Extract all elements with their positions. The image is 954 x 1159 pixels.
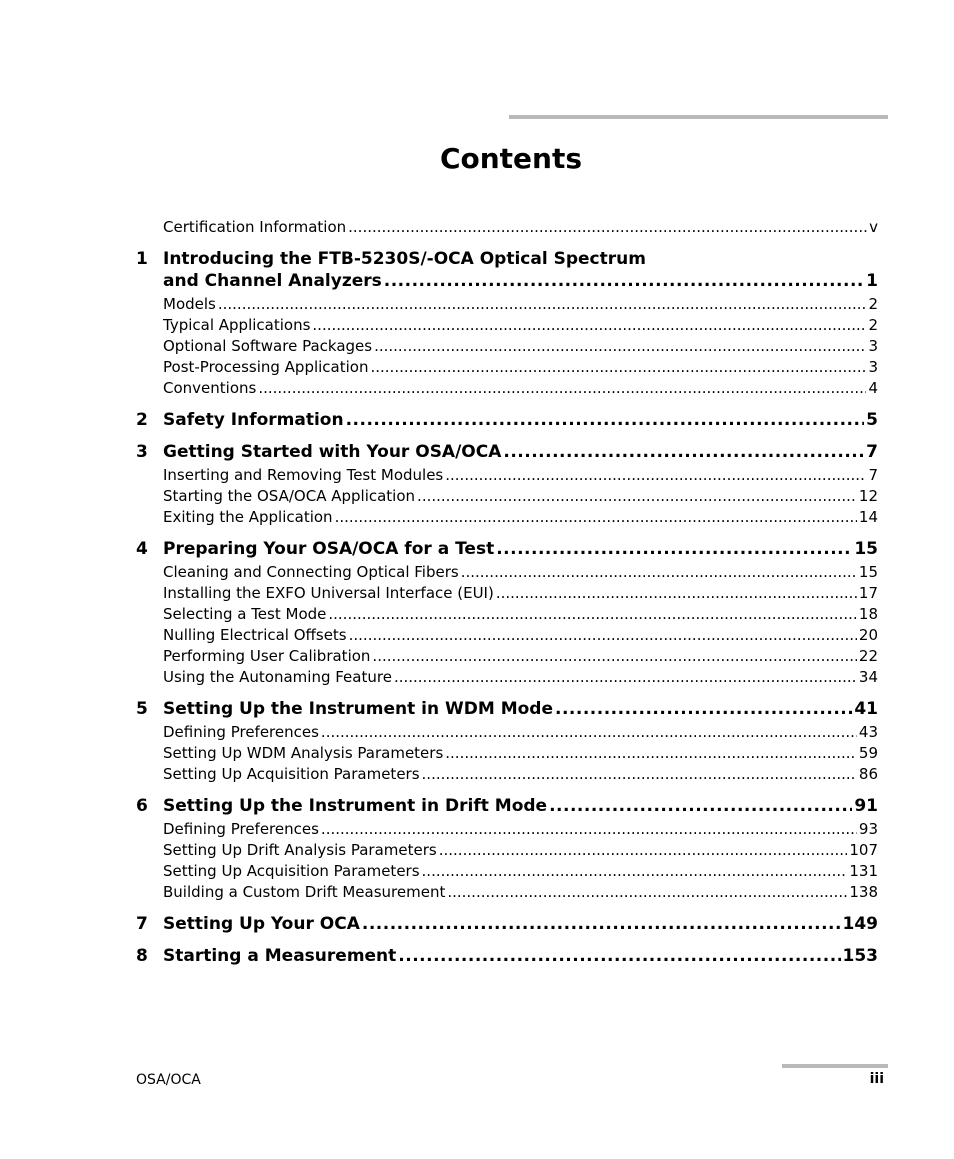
header-rule [509, 115, 888, 119]
section-page: 2 [868, 316, 878, 334]
toc-section-entry[interactable] [136, 315, 878, 336]
section-title: Optional Software Packages [163, 337, 373, 355]
section-title: Post-Processing Application [163, 358, 369, 376]
section-page: 86 [858, 765, 878, 783]
section-title: Typical Applications [163, 316, 311, 334]
chapter-title: Setting Up the Instrument in WDM Mode [163, 699, 554, 719]
section-page: 7 [868, 466, 878, 484]
chapter-page: 15 [854, 539, 878, 559]
section-title: Models [163, 295, 216, 313]
section-page: 4 [868, 379, 878, 397]
chapter-page: 41 [854, 699, 878, 719]
chapter-title: Preparing Your OSA/OCA for a Test [163, 539, 495, 559]
section-page: 34 [858, 668, 878, 686]
toc-chapter-3 [136, 441, 878, 528]
chapter-page: 153 [842, 946, 878, 966]
toc-entry-front[interactable]: Certification Information ..... v [136, 217, 878, 238]
section-title: Defining Preferences [163, 820, 319, 838]
chapter-page: 1 [866, 271, 878, 291]
section-page: 93 [858, 820, 878, 838]
chapter-number: 1 [136, 249, 148, 269]
toc-chapter-heading[interactable] [136, 441, 878, 463]
footer-product: OSA/OCA [136, 1072, 201, 1088]
toc-chapter-heading[interactable] [136, 795, 878, 817]
section-page: 59 [858, 744, 878, 762]
section-page: 15 [858, 563, 878, 581]
toc-section-entry[interactable] [136, 465, 878, 486]
toc-chapter-heading-cont[interactable] [136, 270, 878, 292]
toc-section-entry[interactable] [136, 819, 878, 840]
section-page: 43 [858, 723, 878, 741]
toc-chapter-6 [136, 795, 878, 903]
chapter-page: 149 [842, 914, 878, 934]
toc-chapter-2 [136, 409, 878, 431]
chapter-page: 91 [854, 796, 878, 816]
chapter-title: Starting a Measurement [163, 946, 397, 966]
page-title: Contents [439, 142, 583, 175]
section-page: 12 [858, 487, 878, 505]
toc-section-entry[interactable] [136, 743, 878, 764]
toc-section-entry[interactable] [136, 722, 878, 743]
chapter-number: 2 [136, 410, 148, 430]
section-title: Inserting and Removing Test Modules [163, 466, 444, 484]
section-page: 131 [849, 862, 878, 880]
section-title: Performing User Calibration [163, 647, 371, 665]
chapter-page: 7 [866, 442, 878, 462]
toc-chapter-heading[interactable] [136, 698, 878, 720]
footer-page-number: iii [869, 1071, 884, 1087]
section-page: 22 [858, 647, 878, 665]
toc-section-entry[interactable] [136, 357, 878, 378]
toc-section-entry[interactable] [136, 667, 878, 688]
footer-rule [782, 1064, 888, 1068]
toc-section-entry[interactable] [136, 882, 878, 903]
toc-chapter-heading[interactable] [136, 538, 878, 560]
section-title: Using the Autonaming Feature [163, 668, 392, 686]
section-page: 3 [868, 358, 878, 376]
section-page: 2 [868, 295, 878, 313]
toc-chapter-heading[interactable] [136, 248, 878, 270]
chapter-title: Getting Started with Your OSA/OCA [163, 442, 502, 462]
chapter-number: 5 [136, 699, 148, 719]
toc-section-entry[interactable] [136, 861, 878, 882]
toc-section-entry[interactable] [136, 507, 878, 528]
toc-section-entry[interactable] [136, 840, 878, 861]
section-title: Selecting a Test Mode [163, 605, 327, 623]
chapter-title: Safety Information [163, 410, 344, 430]
section-page: 17 [858, 584, 878, 602]
chapter-number: 4 [136, 539, 148, 559]
section-page: 107 [849, 841, 878, 859]
section-title: Setting Up Acquisition Parameters [163, 765, 420, 783]
toc-section-entry[interactable] [136, 486, 878, 507]
chapter-title: Introducing the FTB-5230S/-OCA Optical Spectrum [163, 249, 646, 269]
toc-section-entry[interactable] [136, 764, 878, 785]
section-title: Starting the OSA/OCA Application [163, 487, 416, 505]
section-title: Installing the EXFO Universal Interface (EUI) [163, 584, 494, 602]
toc-chapter-heading[interactable] [136, 945, 878, 967]
chapter-number: 7 [136, 914, 148, 934]
section-title: Exiting the Application [163, 508, 333, 526]
chapter-title: Setting Up Your OCA [163, 914, 360, 934]
toc-chapter-heading[interactable] [136, 409, 878, 431]
toc-chapter-1 [136, 248, 878, 399]
toc-section-entry[interactable] [136, 336, 878, 357]
table-of-contents [136, 217, 878, 967]
section-title: Setting Up WDM Analysis Parameters [163, 744, 444, 762]
section-title: Building a Custom Drift Measurement [163, 883, 446, 901]
section-page: 14 [858, 508, 878, 526]
section-title: Defining Preferences [163, 723, 319, 741]
section-title: Setting Up Drift Analysis Parameters [163, 841, 437, 859]
section-page: 20 [858, 626, 878, 644]
section-title: Setting Up Acquisition Parameters [163, 862, 420, 880]
toc-section-entry[interactable] [136, 294, 878, 315]
toc-chapter-heading[interactable] [136, 913, 878, 935]
chapter-number: 6 [136, 796, 148, 816]
chapter-page: 5 [866, 410, 878, 430]
section-page: 3 [868, 337, 878, 355]
section-title: Conventions [163, 379, 257, 397]
toc-chapter-7 [136, 913, 878, 935]
section-page: 138 [849, 883, 878, 901]
section-title: Cleaning and Connecting Optical Fibers [163, 563, 459, 581]
toc-chapter-4 [136, 538, 878, 688]
toc-section-entry[interactable] [136, 646, 878, 667]
chapter-number: 8 [136, 946, 148, 966]
toc-section-entry[interactable] [136, 625, 878, 646]
toc-chapter-8 [136, 945, 878, 967]
toc-section-entry[interactable] [136, 562, 878, 583]
toc-section-entry[interactable] [136, 604, 878, 625]
section-page: 18 [858, 605, 878, 623]
toc-chapter-5 [136, 698, 878, 785]
chapter-number: 3 [136, 442, 148, 462]
chapter-title: and Channel Analyzers [163, 271, 382, 291]
toc-section-entry[interactable] [136, 583, 878, 604]
chapter-title: Setting Up the Instrument in Drift Mode [163, 796, 548, 816]
toc-section-entry[interactable] [136, 378, 878, 399]
section-title: Nulling Electrical Offsets [163, 626, 347, 644]
